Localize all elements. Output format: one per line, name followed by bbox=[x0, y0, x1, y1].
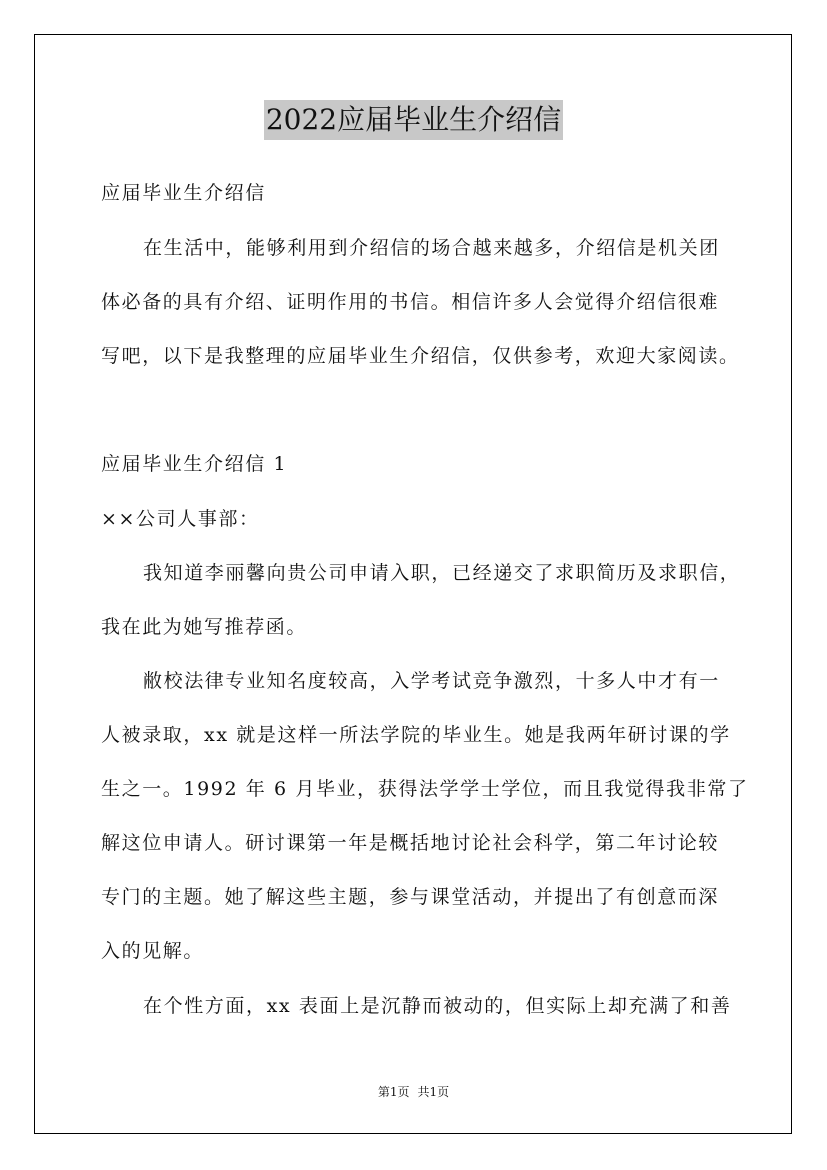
paragraph-line: 入的见解。 bbox=[101, 940, 205, 962]
paragraph-line: 我在此为她写推荐函。 bbox=[101, 616, 308, 638]
paragraph-line: 敝校法律专业知名度较高，入学考试竞争激烈，十多人中才有一 bbox=[143, 670, 720, 692]
salutation: ××公司人事部： bbox=[101, 508, 260, 530]
paragraph-line: 在个性方面，xx 表面上是沉静而被动的，但实际上却充满了和善 bbox=[143, 995, 732, 1017]
intro-line: 在生活中，能够利用到介绍信的场合越来越多，介绍信是机关团 bbox=[143, 237, 720, 259]
intro-line: 写吧，以下是我整理的应届毕业生介绍信，仅供参考，欢迎大家阅读。 bbox=[101, 345, 740, 367]
subheading: 应届毕业生介绍信 bbox=[101, 182, 266, 204]
paragraph-line: 我知道李丽馨向贵公司申请入职，已经递交了求职简历及求职信， bbox=[143, 562, 741, 584]
page-footer bbox=[0, 1084, 827, 1100]
page-number-current: 第1页 bbox=[377, 1085, 410, 1099]
intro-line: 体必备的具有介绍、证明作用的书信。相信许多人会觉得介绍信很难 bbox=[101, 291, 720, 313]
document-title: 2022应届毕业生介绍信 bbox=[264, 100, 563, 140]
paragraph-line: 解这位申请人。研讨课第一年是概括地讨论社会科学，第二年讨论较 bbox=[101, 832, 720, 854]
title-container bbox=[0, 100, 827, 140]
paragraph-line: 专门的主题。她了解这些主题，参与课堂活动，并提出了有创意而深 bbox=[101, 886, 720, 908]
paragraph-line: 人被录取，xx 就是这样一所法学院的毕业生。她是我两年研讨课的学 bbox=[101, 724, 731, 746]
page-number-total: 共1页 bbox=[417, 1085, 450, 1099]
section-heading: 应届毕业生介绍信 1 bbox=[101, 453, 288, 475]
paragraph-line: 生之一。1992 年 6 月毕业，获得法学学士学位，而且我觉得我非常了 bbox=[101, 778, 749, 800]
